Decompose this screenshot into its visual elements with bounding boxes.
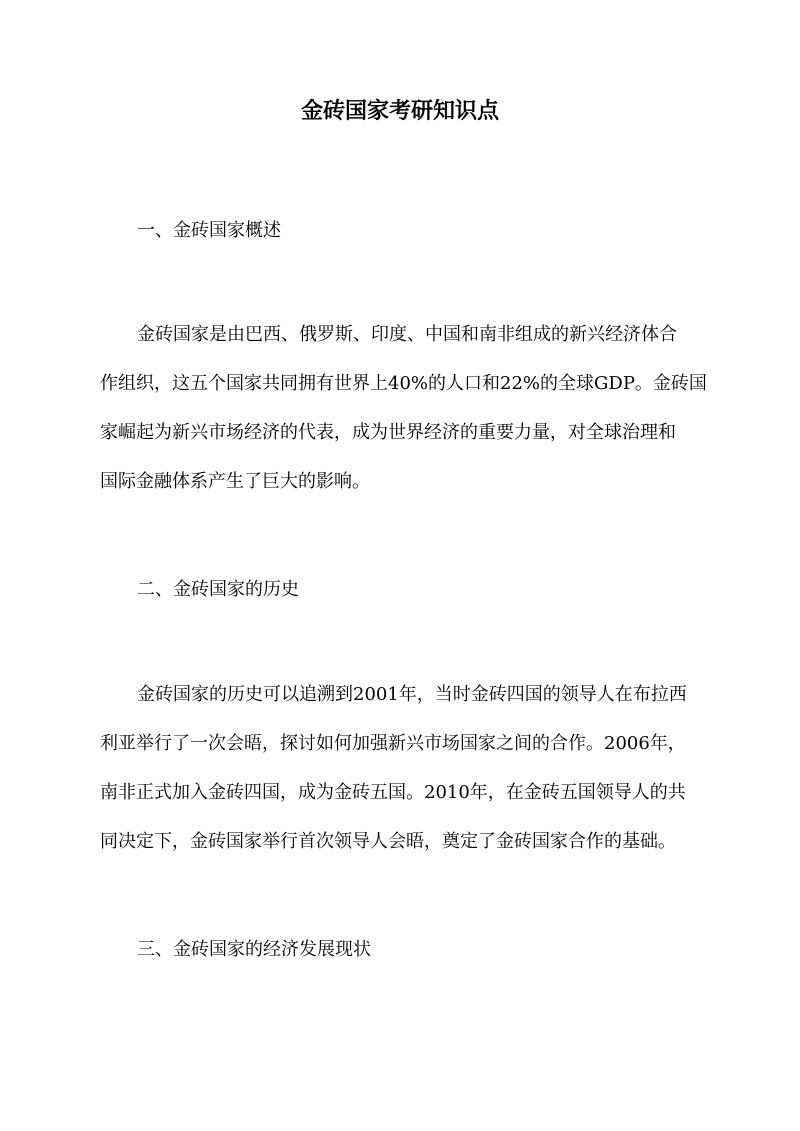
paragraph-history (100, 670, 717, 866)
section-heading-overview: 一、金砖国家概述 (137, 220, 281, 241)
paragraph-line: 国际金融体系产生了巨大的影响。 (100, 471, 370, 492)
paragraph-line: 利亚举行了一次会晤，探讨如何加强新兴市场国家之间的合作。2006年， (100, 733, 686, 754)
paragraph-overview (100, 310, 717, 506)
section-heading-economy: 三、金砖国家的经济发展现状 (137, 939, 371, 960)
paragraph-line: 作组织，这五个国家共同拥有世界上40%的人口和22%的全球GDP。金砖国 (100, 373, 707, 394)
paragraph-line: 家崛起为新兴市场经济的代表，成为世界经济的重要力量，对全球治理和 (100, 422, 676, 443)
paragraph-line: 南非正式加入金砖四国，成为金砖五国。2010年，在金砖五国领导人的共 (100, 782, 686, 803)
paragraph-line: 金砖国家的历史可以追溯到2001年，当时金砖四国的领导人在布拉西 (137, 684, 687, 705)
section-heading-history: 二、金砖国家的历史 (137, 579, 299, 600)
paragraph-line: 同决定下，金砖国家举行首次领导人会晤，奠定了金砖国家合作的基础。 (100, 831, 676, 852)
paragraph-line: 金砖国家是由巴西、俄罗斯、印度、中国和南非组成的新兴经济体合 (137, 324, 677, 345)
document-title: 金砖国家考研知识点 (300, 98, 499, 124)
